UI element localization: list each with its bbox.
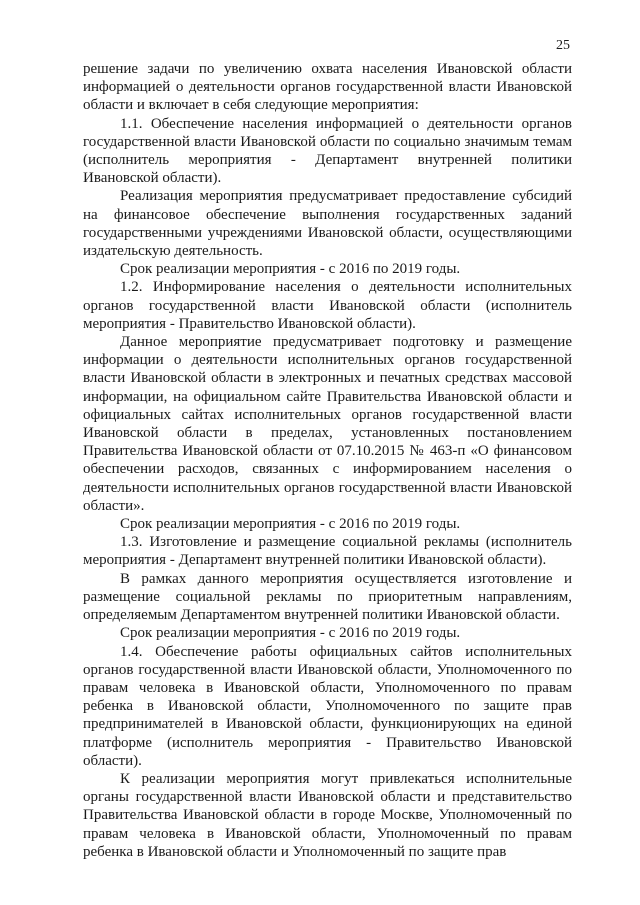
paragraph-term: Срок реализации мероприятия - с 2016 по 2019 годы. bbox=[120, 261, 461, 278]
paragraph-media-info: Данное мероприятие предусматривает подготовку и размещение информации о деятельности исполнительных органов государственной власти Ивановской области в электронных и печатных средствах массовой информации, на официальном сайте Правительства Ивановской области и официальных сайтах исполнительных органов государственной власти Ивановской области в пределах, установленных постановлением Правительства Ивановской области от 07.10.2015 № 463-п «О финансовом обеспечении расходов, связанных с информированием населения о деятельности исполнительных органов государственной власти Ивановской области». bbox=[83, 334, 572, 514]
paragraph-item-1-4: 1.4. Обеспечение работы официальных сайтов исполнительных органов государственной власти Ивановской области, Уполномоченного по правам человека в Ивановской области, Уполномоченного по правам ребенка в Ивановской области, Уполномоченного по защите прав предпринимателей в Ивановской области, функционирующих на единой платформе (исполнитель мероприятия - Правительство Ивановской области). bbox=[83, 643, 572, 769]
paragraph-term: Срок реализации мероприятия - с 2016 по 2019 годы. bbox=[120, 625, 461, 642]
page-number: 25 bbox=[556, 38, 570, 53]
paragraph-item-1-3: 1.3. Изготовление и размещение социальной рекламы (исполнитель мероприятия - Департамент внутренней политики Ивановской области). bbox=[83, 534, 572, 569]
paragraph-participants: К реализации мероприятия могут привлекаться исполнительные органы государственной власти Ивановской области и представительство Правительства Ивановской области в городе Москве, Уполномоченный по правам человека в Ивановской области, Уполномоченный по правам ребенка в Ивановской области и Уполномоченный по защите прав bbox=[83, 770, 572, 860]
paragraph-term: Срок реализации мероприятия - с 2016 по 2019 годы. bbox=[120, 516, 461, 533]
paragraph-item-1-2: 1.2. Информирование населения о деятельности исполнительных органов государственной власти Ивановской области (исполнитель мероприятия - Правительство Ивановской области). bbox=[83, 279, 572, 332]
document-body bbox=[83, 60, 572, 861]
paragraph-item-1-1: 1.1. Обеспечение населения информацией о деятельности органов государственной власти Ивановской области по социально значимым темам (исполнитель мероприятия - Департамент внутренней политики Ивановской области). bbox=[83, 115, 572, 187]
paragraph-continuation: решение задачи по увеличению охвата населения Ивановской области информацией о деятельности органов государственной власти Ивановской области и включает в себя следующие мероприятия: bbox=[83, 61, 572, 114]
paragraph-subsidies: Реализация мероприятия предусматривает предоставление субсидий на финансовое обеспечение выполнения государственных заданий государственными учреждениями Ивановской области, осуществляющими издательскую деятельность. bbox=[83, 188, 572, 260]
paragraph-social-ads: В рамках данного мероприятия осуществляется изготовление и размещение социальной рекламы по приоритетным направлениям, определяемым Департаментом внутренней политики Ивановской области. bbox=[83, 570, 572, 624]
